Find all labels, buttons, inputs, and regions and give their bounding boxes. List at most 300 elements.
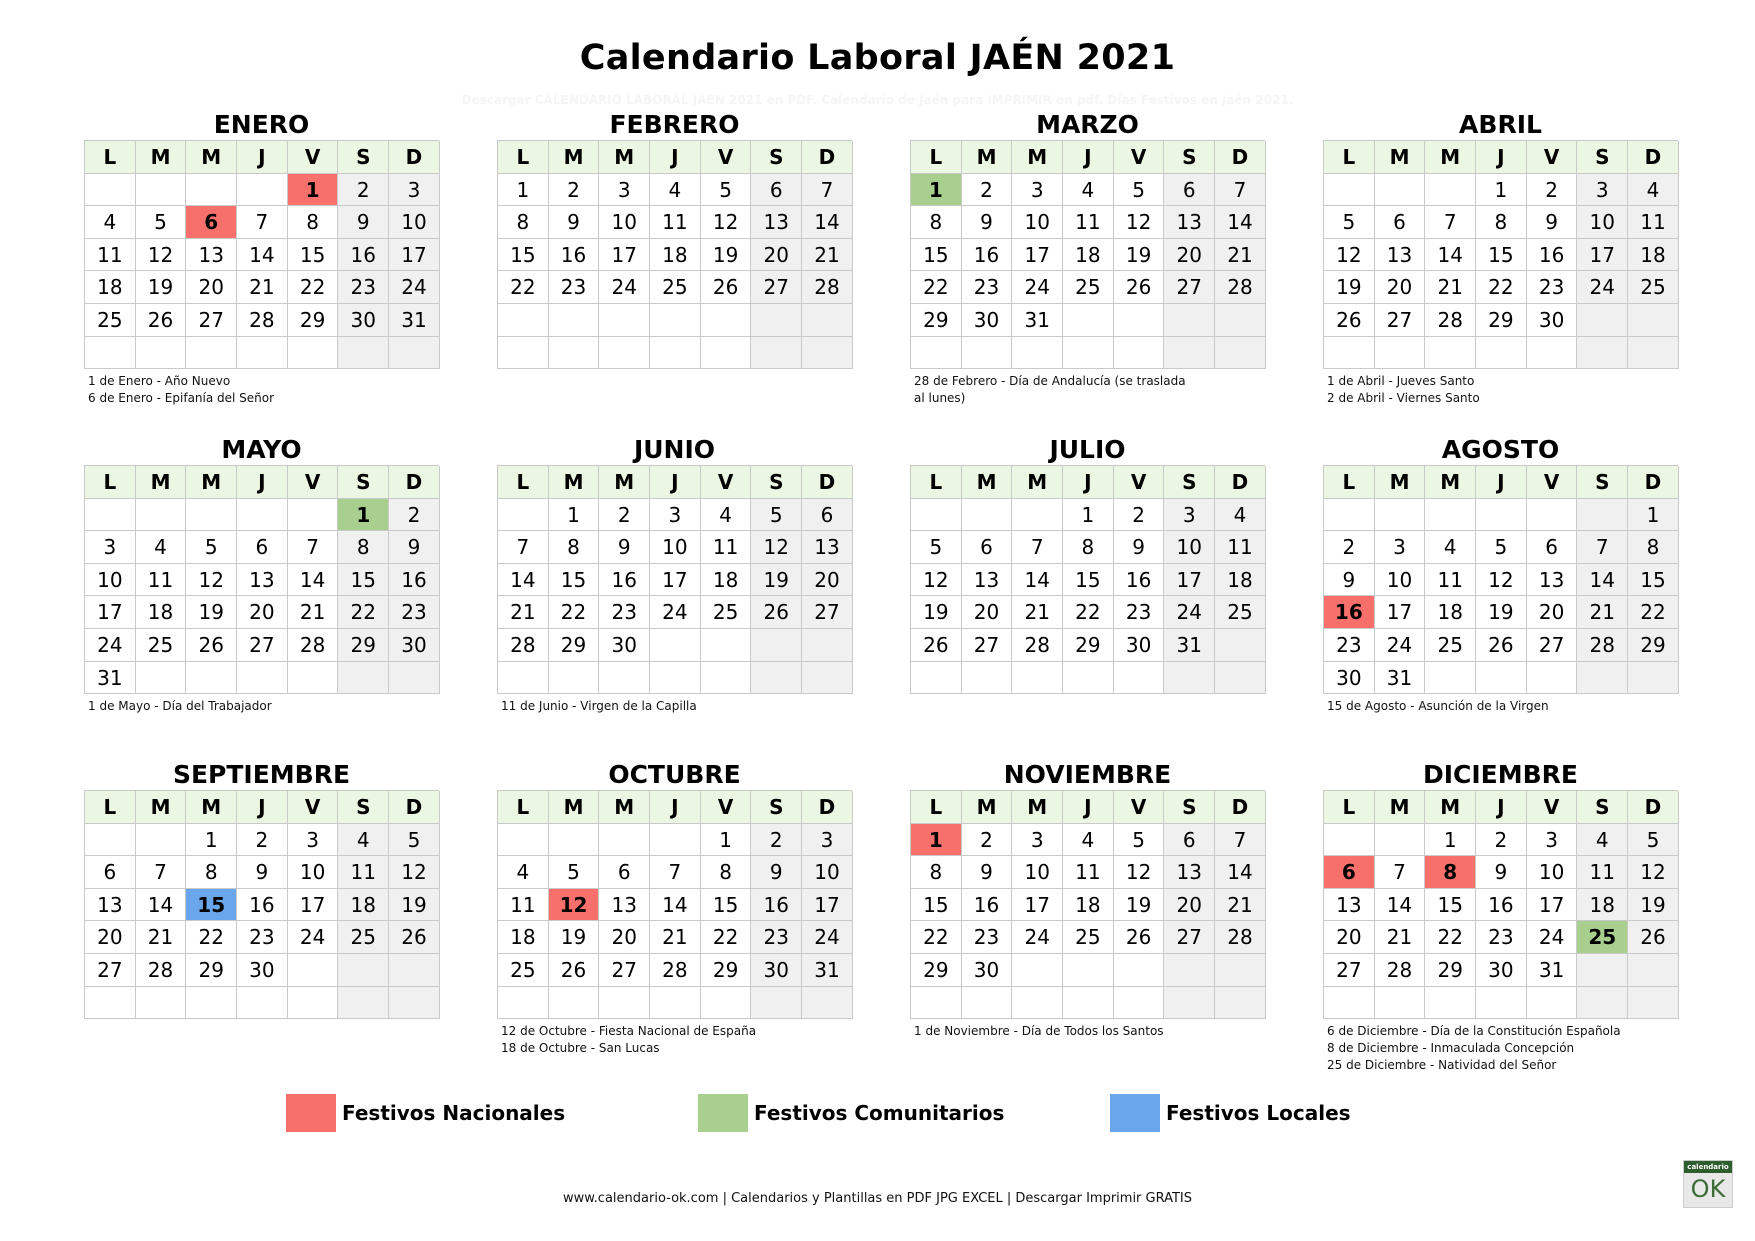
day-cell: 8: [701, 856, 752, 889]
day-cell: 17: [1527, 889, 1578, 922]
holiday-note: 18 de Octubre - San Lucas: [501, 1041, 660, 1056]
day-cell: 31: [389, 304, 440, 337]
month-name: FEBRERO: [609, 110, 740, 139]
holiday-comunitario-cell: 25: [1577, 921, 1628, 954]
empty-day-cell: [1164, 304, 1215, 337]
day-cell: 29: [1425, 954, 1476, 987]
holiday-note: 1 de Noviembre - Día de Todos los Santos: [914, 1024, 1164, 1039]
day-cell: 9: [549, 206, 600, 239]
day-cell: 11: [1628, 206, 1679, 239]
day-cell: 27: [599, 954, 650, 987]
day-cell: 1: [1628, 499, 1679, 532]
empty-day-cell: [962, 987, 1013, 1020]
empty-day-cell: [1012, 499, 1063, 532]
empty-day-cell: [1476, 337, 1527, 370]
holiday-nacional-cell: 1: [911, 824, 962, 857]
day-cell: 27: [1324, 954, 1375, 987]
day-cell: 4: [1063, 174, 1114, 207]
month-name: SEPTIEMBRE: [172, 760, 351, 789]
day-cell: 24: [1164, 596, 1215, 629]
empty-day-cell: [962, 662, 1013, 695]
day-cell: 3: [1012, 824, 1063, 857]
empty-day-cell: [288, 337, 339, 370]
day-cell: 15: [1425, 889, 1476, 922]
empty-day-cell: [136, 337, 187, 370]
day-cell: 23: [962, 271, 1013, 304]
day-cell: 27: [1527, 629, 1578, 662]
day-cell: 24: [599, 271, 650, 304]
day-cell: 3: [1375, 531, 1426, 564]
day-cell: 14: [1425, 239, 1476, 272]
empty-day-cell: [701, 629, 752, 662]
month-notes: [84, 698, 439, 715]
day-cell: 8: [1476, 206, 1527, 239]
day-cell: 6: [1375, 206, 1426, 239]
day-cell: 5: [1476, 531, 1527, 564]
day-cell: 12: [1114, 206, 1165, 239]
day-cell: 6: [1164, 824, 1215, 857]
empty-day-cell: [85, 987, 136, 1020]
day-cell: 28: [1577, 629, 1628, 662]
day-cell: 7: [1577, 531, 1628, 564]
day-cell: 10: [1164, 531, 1215, 564]
weekday-header: S: [1577, 791, 1628, 824]
empty-day-cell: [389, 337, 440, 370]
weekday-header: S: [338, 141, 389, 174]
day-cell: 21: [802, 239, 853, 272]
day-cell: 1: [549, 499, 600, 532]
month-name: MARZO: [1036, 110, 1139, 139]
empty-day-cell: [1375, 824, 1426, 857]
day-cell: 7: [1215, 824, 1266, 857]
day-cell: 26: [389, 921, 440, 954]
day-cell: 12: [1324, 239, 1375, 272]
day-cell: 13: [85, 889, 136, 922]
empty-day-cell: [549, 662, 600, 695]
day-cell: 16: [1527, 239, 1578, 272]
day-cell: 20: [186, 271, 237, 304]
day-cell: 9: [599, 531, 650, 564]
empty-day-cell: [1063, 337, 1114, 370]
empty-day-cell: [237, 662, 288, 695]
day-cell: 31: [802, 954, 853, 987]
weekday-header: J: [237, 791, 288, 824]
day-cell: 6: [751, 174, 802, 207]
weekday-header: V: [701, 466, 752, 499]
weekday-header: V: [288, 141, 339, 174]
empty-day-cell: [911, 662, 962, 695]
day-cell: 8: [288, 206, 339, 239]
day-cell: 22: [701, 921, 752, 954]
weekday-header: V: [1114, 141, 1165, 174]
day-cell: 23: [1476, 921, 1527, 954]
empty-day-cell: [237, 499, 288, 532]
day-cell: 23: [751, 921, 802, 954]
day-cell: 25: [338, 921, 389, 954]
day-cell: 20: [1164, 239, 1215, 272]
day-cell: 11: [1063, 856, 1114, 889]
day-cell: 2: [338, 174, 389, 207]
empty-day-cell: [1063, 662, 1114, 695]
empty-day-cell: [85, 337, 136, 370]
day-cell: 1: [186, 824, 237, 857]
day-cell: 16: [962, 239, 1013, 272]
weekday-header: J: [1476, 791, 1527, 824]
empty-day-cell: [498, 662, 549, 695]
holiday-note: 15 de Agosto - Asunción de la Virgen: [1327, 699, 1549, 714]
empty-day-cell: [85, 499, 136, 532]
day-cell: 26: [549, 954, 600, 987]
day-cell: 2: [1114, 499, 1165, 532]
month-grid: [910, 790, 1265, 1019]
day-cell: 19: [1114, 239, 1165, 272]
holiday-note: 12 de Octubre - Fiesta Nacional de España: [501, 1024, 757, 1039]
empty-day-cell: [389, 954, 440, 987]
day-cell: 2: [962, 824, 1013, 857]
empty-day-cell: [1425, 987, 1476, 1020]
month-name: DICIEMBRE: [1422, 760, 1579, 789]
day-cell: 17: [1577, 239, 1628, 272]
day-cell: 10: [802, 856, 853, 889]
empty-day-cell: [1063, 987, 1114, 1020]
holiday-note: 25 de Diciembre - Natividad del Señor: [1327, 1058, 1557, 1073]
month-name: AGOSTO: [1441, 435, 1560, 464]
day-cell: 30: [1114, 629, 1165, 662]
day-cell: 1: [498, 174, 549, 207]
day-cell: 2: [1527, 174, 1578, 207]
month-notes: [910, 373, 1265, 407]
empty-day-cell: [911, 337, 962, 370]
day-cell: 21: [237, 271, 288, 304]
empty-day-cell: [802, 662, 853, 695]
month-grid: [497, 465, 852, 694]
day-cell: 11: [338, 856, 389, 889]
day-cell: 7: [288, 531, 339, 564]
day-cell: 25: [701, 596, 752, 629]
empty-day-cell: [1577, 499, 1628, 532]
day-cell: 5: [1324, 206, 1375, 239]
month-grid: [1323, 790, 1678, 1019]
weekday-header: M: [1375, 466, 1426, 499]
day-cell: 27: [1164, 271, 1215, 304]
day-cell: 5: [389, 824, 440, 857]
month-grid: [497, 790, 852, 1019]
day-cell: 26: [701, 271, 752, 304]
day-cell: 18: [85, 271, 136, 304]
weekday-header: S: [338, 791, 389, 824]
empty-day-cell: [1628, 304, 1679, 337]
day-cell: 18: [136, 596, 187, 629]
weekday-header: V: [288, 466, 339, 499]
day-cell: 9: [962, 206, 1013, 239]
empty-day-cell: [1324, 987, 1375, 1020]
empty-day-cell: [599, 662, 650, 695]
day-cell: 10: [288, 856, 339, 889]
day-cell: 12: [1114, 856, 1165, 889]
day-cell: 8: [1063, 531, 1114, 564]
day-cell: 20: [1324, 921, 1375, 954]
day-cell: 29: [1063, 629, 1114, 662]
day-cell: 15: [288, 239, 339, 272]
day-cell: 7: [136, 856, 187, 889]
day-cell: 22: [549, 596, 600, 629]
month-mayo: [84, 435, 439, 715]
day-cell: 13: [186, 239, 237, 272]
weekday-header: D: [389, 791, 440, 824]
day-cell: 23: [1324, 629, 1375, 662]
day-cell: 2: [549, 174, 600, 207]
day-cell: 25: [136, 629, 187, 662]
empty-day-cell: [751, 629, 802, 662]
day-cell: 28: [288, 629, 339, 662]
empty-day-cell: [1164, 662, 1215, 695]
day-cell: 8: [1628, 531, 1679, 564]
day-cell: 23: [237, 921, 288, 954]
holiday-note: 8 de Diciembre - Inmaculada Concepción: [1327, 1041, 1575, 1056]
day-cell: 26: [186, 629, 237, 662]
month-grid: [910, 465, 1265, 694]
month-name: NOVIEMBRE: [1003, 760, 1172, 789]
weekday-header: M: [1012, 466, 1063, 499]
day-cell: 18: [1577, 889, 1628, 922]
month-grid: [1323, 140, 1678, 369]
day-cell: 25: [650, 271, 701, 304]
day-cell: 26: [1114, 271, 1165, 304]
day-cell: 16: [1476, 889, 1527, 922]
weekday-header: J: [650, 141, 701, 174]
month-name: ABRIL: [1459, 110, 1542, 139]
weekday-header: L: [498, 791, 549, 824]
weekday-header: M: [1012, 791, 1063, 824]
day-cell: 26: [1476, 629, 1527, 662]
empty-day-cell: [1114, 987, 1165, 1020]
day-cell: 16: [599, 564, 650, 597]
empty-day-cell: [85, 174, 136, 207]
day-cell: 23: [338, 271, 389, 304]
day-cell: 5: [701, 174, 752, 207]
day-cell: 30: [338, 304, 389, 337]
weekday-header: L: [498, 141, 549, 174]
day-cell: 11: [1215, 531, 1266, 564]
day-cell: 17: [1012, 889, 1063, 922]
empty-day-cell: [1164, 337, 1215, 370]
day-cell: 3: [1577, 174, 1628, 207]
day-cell: 1: [701, 824, 752, 857]
day-cell: 27: [1375, 304, 1426, 337]
day-cell: 17: [1164, 564, 1215, 597]
day-cell: 18: [1628, 239, 1679, 272]
day-cell: 7: [1375, 856, 1426, 889]
day-cell: 4: [85, 206, 136, 239]
month-enero: [84, 110, 439, 407]
empty-day-cell: [1476, 987, 1527, 1020]
day-cell: 22: [288, 271, 339, 304]
day-cell: 14: [288, 564, 339, 597]
weekday-header: D: [1628, 141, 1679, 174]
day-cell: 19: [701, 239, 752, 272]
day-cell: 9: [962, 856, 1013, 889]
holiday-note: al lunes): [914, 391, 966, 406]
empty-day-cell: [549, 824, 600, 857]
holiday-comunitario-cell: 1: [338, 499, 389, 532]
day-cell: 4: [136, 531, 187, 564]
day-cell: 5: [1628, 824, 1679, 857]
weekday-header: D: [1628, 791, 1679, 824]
day-cell: 10: [389, 206, 440, 239]
empty-day-cell: [751, 662, 802, 695]
day-cell: 2: [389, 499, 440, 532]
day-cell: 16: [549, 239, 600, 272]
day-cell: 29: [549, 629, 600, 662]
day-cell: 16: [389, 564, 440, 597]
empty-day-cell: [1324, 337, 1375, 370]
day-cell: 28: [1012, 629, 1063, 662]
empty-day-cell: [237, 174, 288, 207]
day-cell: 4: [1628, 174, 1679, 207]
day-cell: 28: [1375, 954, 1426, 987]
empty-day-cell: [1577, 337, 1628, 370]
day-cell: 19: [186, 596, 237, 629]
empty-day-cell: [1114, 954, 1165, 987]
empty-day-cell: [389, 662, 440, 695]
day-cell: 6: [85, 856, 136, 889]
legend-comunitario: [698, 1094, 1004, 1132]
weekday-header: S: [1164, 791, 1215, 824]
day-cell: 14: [802, 206, 853, 239]
empty-day-cell: [701, 304, 752, 337]
empty-day-cell: [338, 662, 389, 695]
empty-day-cell: [1114, 662, 1165, 695]
day-cell: 20: [802, 564, 853, 597]
day-cell: 17: [288, 889, 339, 922]
day-cell: 19: [549, 921, 600, 954]
day-cell: 2: [1324, 531, 1375, 564]
weekday-header: L: [911, 791, 962, 824]
day-cell: 28: [136, 954, 187, 987]
day-cell: 29: [911, 954, 962, 987]
day-cell: 13: [962, 564, 1013, 597]
day-cell: 14: [237, 239, 288, 272]
empty-day-cell: [1012, 954, 1063, 987]
holiday-nacional-cell: 6: [1324, 856, 1375, 889]
day-cell: 26: [751, 596, 802, 629]
empty-day-cell: [338, 987, 389, 1020]
empty-day-cell: [1425, 499, 1476, 532]
day-cell: 7: [1425, 206, 1476, 239]
day-cell: 11: [136, 564, 187, 597]
day-cell: 27: [751, 271, 802, 304]
day-cell: 7: [650, 856, 701, 889]
empty-day-cell: [1215, 304, 1266, 337]
day-cell: 24: [650, 596, 701, 629]
weekday-header: V: [701, 791, 752, 824]
empty-day-cell: [1375, 499, 1426, 532]
day-cell: 5: [549, 856, 600, 889]
day-cell: 8: [338, 531, 389, 564]
weekday-header: L: [911, 141, 962, 174]
day-cell: 25: [498, 954, 549, 987]
weekday-header: M: [962, 466, 1013, 499]
month-febrero: [497, 110, 852, 369]
weekday-header: L: [85, 466, 136, 499]
month-grid: [84, 790, 439, 1019]
day-cell: 10: [1012, 206, 1063, 239]
weekday-header: L: [1324, 466, 1375, 499]
weekday-header: D: [1215, 466, 1266, 499]
day-cell: 18: [1215, 564, 1266, 597]
day-cell: 1: [1425, 824, 1476, 857]
day-cell: 19: [136, 271, 187, 304]
day-cell: 15: [1063, 564, 1114, 597]
weekday-header: M: [549, 791, 600, 824]
empty-day-cell: [1628, 337, 1679, 370]
empty-day-cell: [1577, 987, 1628, 1020]
day-cell: 27: [85, 954, 136, 987]
day-cell: 27: [802, 596, 853, 629]
weekday-header: S: [1164, 466, 1215, 499]
day-cell: 21: [1425, 271, 1476, 304]
weekday-header: J: [650, 466, 701, 499]
weekday-header: J: [1476, 141, 1527, 174]
day-cell: 6: [237, 531, 288, 564]
day-cell: 10: [650, 531, 701, 564]
weekday-header: J: [650, 791, 701, 824]
weekday-header: J: [1063, 141, 1114, 174]
day-cell: 17: [1012, 239, 1063, 272]
day-cell: 13: [1324, 889, 1375, 922]
empty-day-cell: [751, 987, 802, 1020]
day-cell: 4: [650, 174, 701, 207]
weekday-header: L: [85, 791, 136, 824]
weekday-header: L: [1324, 791, 1375, 824]
weekday-header: V: [1527, 466, 1578, 499]
empty-day-cell: [338, 337, 389, 370]
weekday-header: M: [1375, 791, 1426, 824]
empty-day-cell: [1012, 987, 1063, 1020]
empty-day-cell: [599, 824, 650, 857]
empty-day-cell: [288, 662, 339, 695]
day-cell: 11: [1063, 206, 1114, 239]
day-cell: 5: [911, 531, 962, 564]
day-cell: 3: [802, 824, 853, 857]
weekday-header: J: [237, 466, 288, 499]
empty-day-cell: [650, 662, 701, 695]
day-cell: 6: [1527, 531, 1578, 564]
day-cell: 16: [1114, 564, 1165, 597]
day-cell: 6: [962, 531, 1013, 564]
empty-day-cell: [599, 337, 650, 370]
month-marzo: [910, 110, 1265, 407]
weekday-header: M: [186, 141, 237, 174]
day-cell: 23: [549, 271, 600, 304]
holiday-note: 28 de Febrero - Día de Andalucía (se traslada: [914, 374, 1186, 389]
day-cell: 16: [962, 889, 1013, 922]
weekday-header: M: [1012, 141, 1063, 174]
empty-day-cell: [1012, 662, 1063, 695]
day-cell: 20: [1375, 271, 1426, 304]
day-cell: 6: [1164, 174, 1215, 207]
month-name: JULIO: [1049, 435, 1126, 464]
day-cell: 23: [1527, 271, 1578, 304]
month-notes: [1323, 698, 1678, 715]
empty-day-cell: [650, 337, 701, 370]
weekday-header: M: [962, 791, 1013, 824]
day-cell: 21: [288, 596, 339, 629]
day-cell: 25: [1215, 596, 1266, 629]
month-name: OCTUBRE: [608, 760, 741, 789]
day-cell: 30: [599, 629, 650, 662]
day-cell: 30: [962, 954, 1013, 987]
